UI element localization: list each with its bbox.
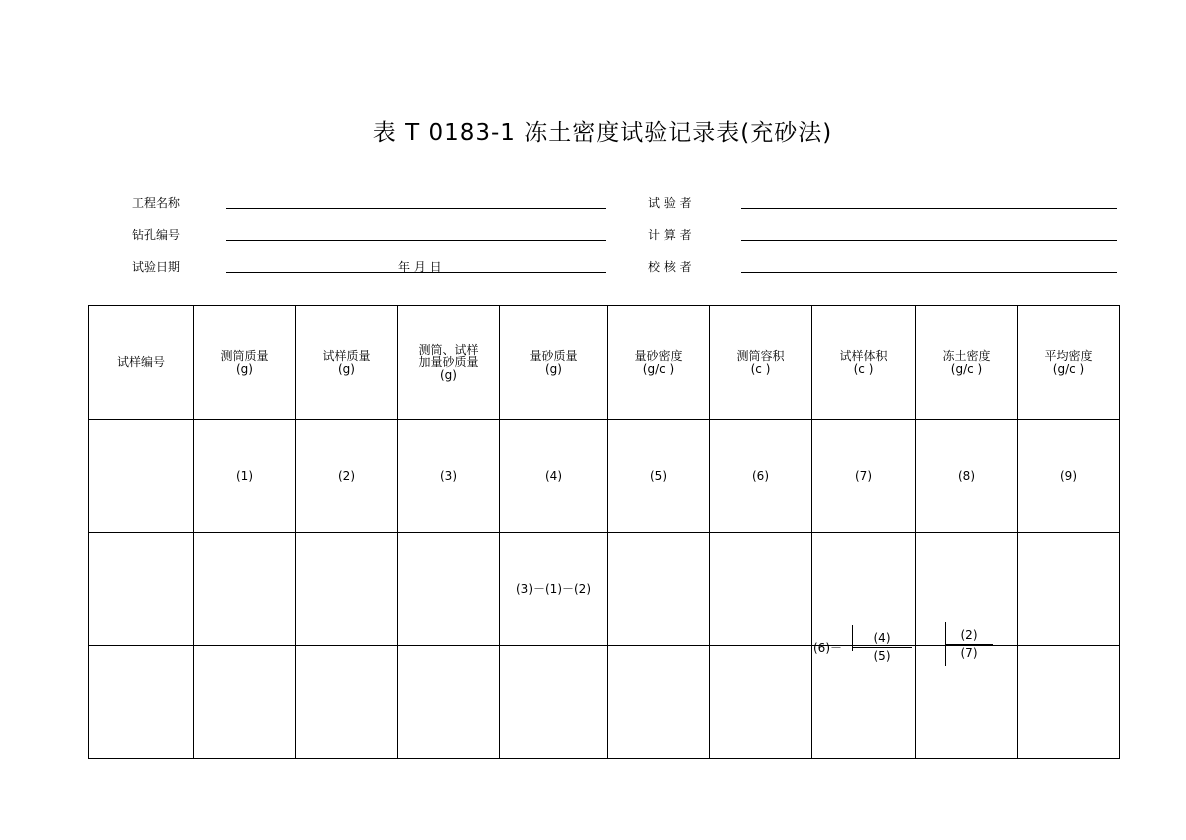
header-cell — [710, 306, 812, 420]
project-name-label: 工程名称 — [132, 196, 181, 210]
table-cell[interactable] — [398, 646, 500, 759]
header-cell — [500, 306, 608, 420]
header-cell — [296, 306, 398, 420]
header-label: 测筒容积 — [736, 348, 785, 363]
index-cell: (4) — [500, 420, 608, 533]
formula-denominator: (5) — [873, 648, 891, 663]
calculator-label: 计 算 者 — [648, 228, 692, 242]
checker-label: 校 核 者 — [648, 260, 692, 274]
formula-cell-frozen-density — [916, 533, 1018, 660]
header-unit: (g) — [440, 367, 457, 382]
header-cell — [1018, 306, 1120, 420]
header-label: 平均密度 — [1044, 348, 1093, 363]
index-row — [89, 420, 1120, 533]
header-unit: (g/c ) — [1052, 361, 1085, 376]
table-cell[interactable] — [608, 646, 710, 759]
table-cell[interactable] — [710, 533, 812, 646]
formula-prefix: (6)－ — [813, 641, 842, 655]
data-row — [89, 646, 1120, 759]
test-date-label: 试验日期 — [132, 260, 181, 274]
header-cell — [89, 306, 194, 420]
formula-cell-sand-mass: (3)－(1)－(2) — [500, 533, 608, 646]
header-cell — [194, 306, 296, 420]
borehole-number-label: 钻孔编号 — [132, 228, 181, 242]
borehole-number-field[interactable] — [226, 240, 606, 241]
header-label: 量砂密度 — [634, 348, 683, 363]
header-cell — [608, 306, 710, 420]
header-unit: (c ) — [853, 361, 874, 376]
formula-numerator: (4) — [873, 631, 891, 645]
header-unit: (g) — [545, 361, 562, 376]
table-cell[interactable] — [89, 533, 194, 646]
index-cell: (1) — [194, 420, 296, 533]
calculator-field[interactable] — [741, 240, 1117, 241]
header-label: 量砂质量 — [529, 348, 578, 363]
index-cell: (7) — [812, 420, 916, 533]
header-unit: (g) — [338, 361, 355, 376]
date-placeholder: 年 月 日 — [398, 260, 442, 274]
index-cell: (2) — [296, 420, 398, 533]
header-label: 测筒、试样 加量砂质量 — [418, 342, 479, 370]
header-cell — [398, 306, 500, 420]
table-cell[interactable] — [89, 420, 194, 533]
project-name-field[interactable] — [226, 208, 606, 209]
header-unit: (g/c ) — [950, 361, 983, 376]
header-cell — [916, 306, 1018, 420]
formula-numerator: (2) — [960, 628, 978, 642]
index-cell: (3) — [398, 420, 500, 533]
tester-field[interactable] — [741, 208, 1117, 209]
table-cell[interactable] — [194, 646, 296, 759]
header-unit: (g/c ) — [642, 361, 675, 376]
fraction-bar — [945, 644, 993, 645]
index-cell: (6) — [710, 420, 812, 533]
header-unit: (c ) — [750, 361, 771, 376]
formula-denominator: (7) — [960, 645, 978, 660]
table-cell[interactable] — [194, 533, 296, 646]
index-cell: (9) — [1018, 420, 1120, 533]
table-cell[interactable] — [89, 646, 194, 759]
table-cell[interactable] — [710, 646, 812, 759]
table-cell[interactable] — [398, 533, 500, 646]
header-label: 试样体积 — [839, 348, 888, 363]
page-title: 表 T 0183-1 冻土密度试验记录表(充砂法) — [372, 120, 833, 146]
table-cell[interactable] — [296, 646, 398, 759]
header-label: 试样质量 — [322, 348, 371, 363]
formula-cell-sample-volume — [812, 533, 916, 663]
header-label: 测筒质量 — [220, 348, 269, 363]
fraction-bar — [852, 647, 912, 648]
table-cell[interactable] — [500, 646, 608, 759]
header-row — [89, 306, 1120, 420]
header-label: 试样编号 — [116, 355, 165, 370]
record-table — [88, 305, 1120, 759]
table-cell[interactable] — [812, 646, 916, 759]
table-cell[interactable] — [1018, 646, 1120, 759]
header-unit: (g) — [236, 361, 253, 376]
table-cell[interactable] — [916, 646, 1018, 759]
table-cell[interactable] — [608, 533, 710, 646]
table-cell[interactable] — [1018, 533, 1120, 646]
header-label: 冻土密度 — [942, 348, 991, 363]
header-cell — [812, 306, 916, 420]
formula-row — [89, 533, 1120, 646]
tester-label: 试 验 者 — [648, 196, 692, 210]
table-cell[interactable] — [296, 533, 398, 646]
checker-field[interactable] — [741, 272, 1117, 273]
index-cell: (5) — [608, 420, 710, 533]
index-cell: (8) — [916, 420, 1018, 533]
